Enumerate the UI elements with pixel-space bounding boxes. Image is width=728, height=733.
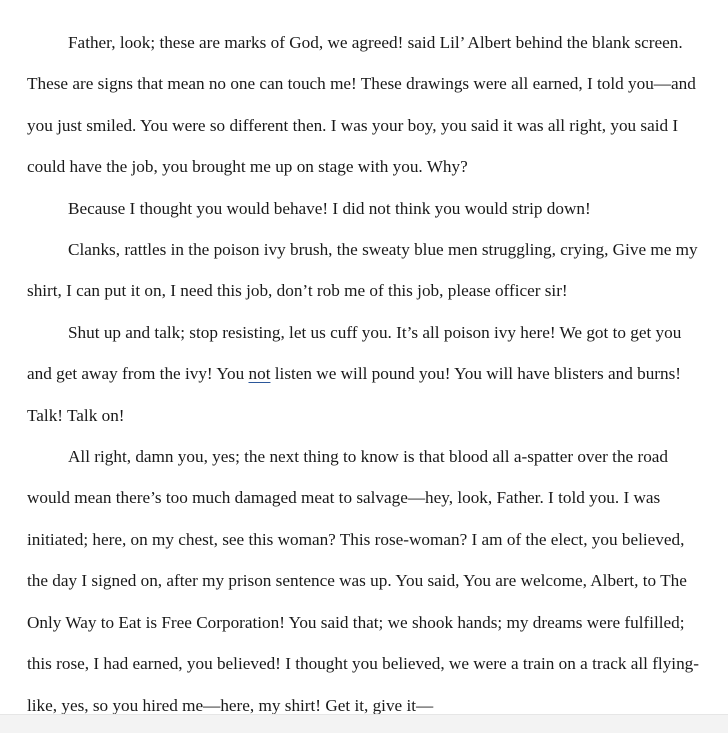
- paragraph-3: Clanks, rattles in the poison ivy brush, the sweaty blue men struggling, crying, Give me my shirt, I can put it on, I need this job, don’t rob me of this job, please officer sir!: [27, 240, 698, 301]
- paragraph-1: Father, look; these are marks of God, we agreed! said Lil’ Albert behind the blank screen. These are signs that mean no one can touch me! These drawings were all earned, I told you—and you just smiled. You were so different then. I was your boy, you said it was all right, you said I could have the job, you brought me up on stage with you. Why?: [27, 33, 696, 177]
- paragraph-4: [27, 312, 707, 436]
- paragraph-4-text-after: listen we will pound you! You will have blisters and burns! Talk! Talk on!: [27, 364, 682, 425]
- grammar-flagged-word[interactable]: not: [248, 364, 271, 384]
- paragraph-2: Because I thought you would behave! I did not think you would strip down!: [68, 198, 591, 218]
- document-body[interactable]: [27, 22, 707, 726]
- bottom-scroll-strip[interactable]: [0, 714, 728, 733]
- paragraph-5: All right, damn you, yes; the next thing to know is that blood all a-spatter over the road would mean there’s too much damaged meat to salvage—hey, look, Father. I told you. I was initiated; here, on my chest, see this woman? This rose-woman? I am of the elect, you believed, the day I signed on, after my prison sentence was up. You said, You are welcome, Albert, to The Only Way to Eat is Free Corporation! You said that; we shook hands; my dreams were fulfilled; this rose, I had earned, you believed! I thought you believed, we were a train on a track all flying-like, yes, so you hired me—here, my shirt! Get it, give it—: [27, 447, 699, 715]
- paragraph-4-text-before: Shut up and talk; stop resisting, let us cuff you. It’s all poison ivy here! We got to get you and get away from the ivy! You: [27, 322, 682, 384]
